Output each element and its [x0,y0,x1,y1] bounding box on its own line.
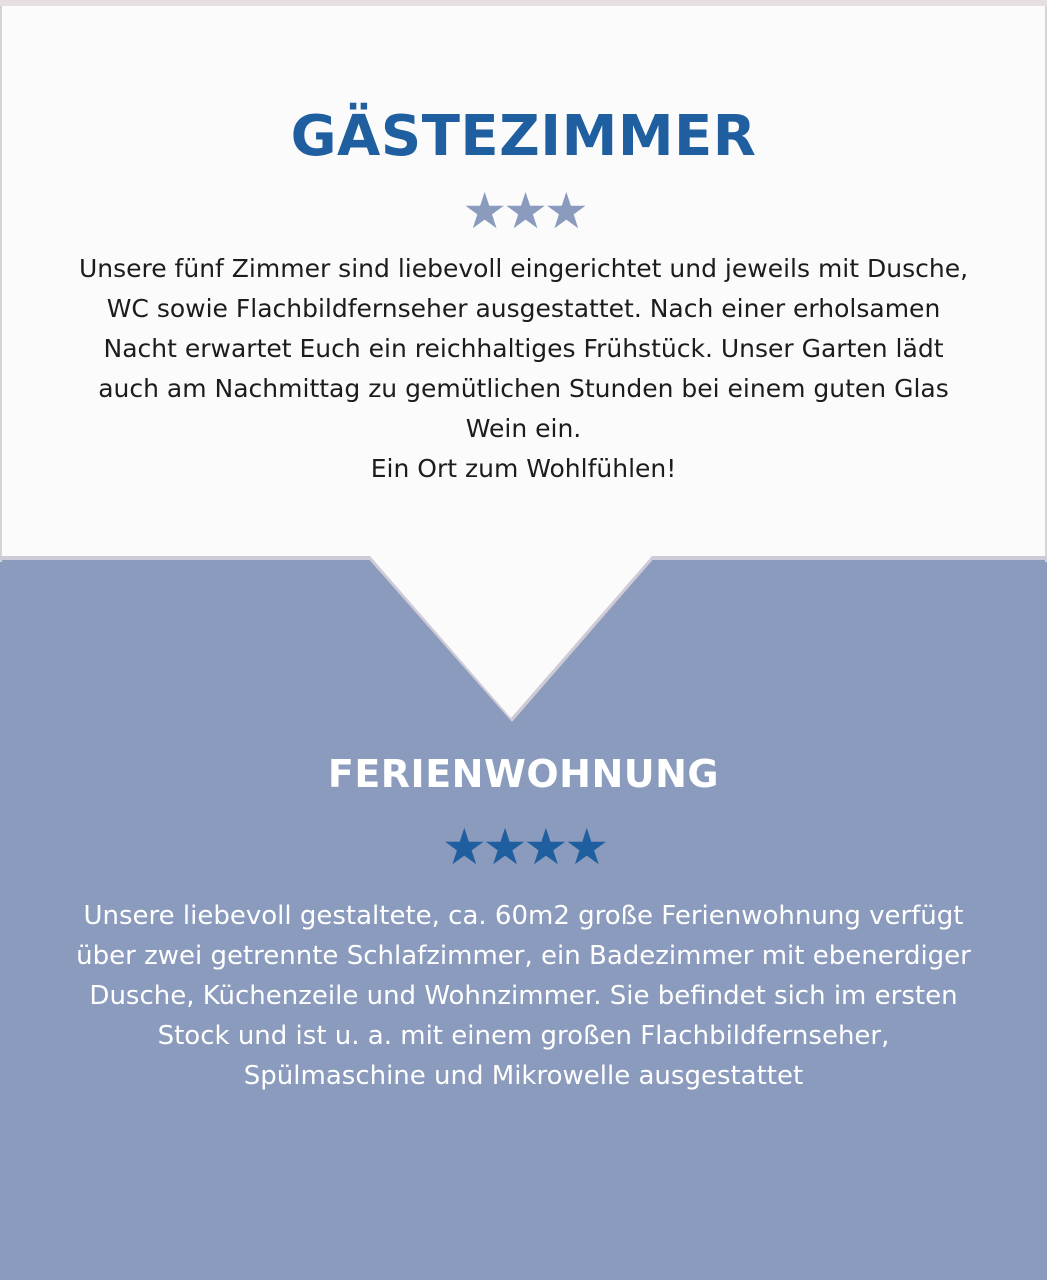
card-shadow [0,556,1047,560]
guest-rooms-description [36,249,1011,489]
guest-rooms-description-line: auch am Nachmittag zu gemütlichen Stunden bei einem guten Glas [98,374,949,403]
guest-rooms-description-line: Unsere fünf Zimmer sind liebevoll eingerichtet und jeweils mit Dusche, [78,254,969,283]
holiday-apartment-description-line: über zwei getrennte Schlafzimmer, ein Badezimmer mit ebenerdiger [76,941,971,971]
holiday-apartment-description [30,896,1017,1096]
holiday-apartment-rating-stars: ★★★★ [441,819,606,875]
holiday-apartment-description-line: Spülmaschine und Mikrowelle ausgestattet [243,1061,804,1091]
guest-rooms-rating-stars: ★★★ [462,183,585,239]
holiday-apartment-description-line: Dusche, Küchenzeile und Wohnzimmer. Sie befindet sich im ersten [89,981,958,1011]
card-pointer-shadow [366,556,656,722]
guest-rooms-description-line: WC sowie Flachbildfernseher ausgestattet. Nach einer erholsamen [106,294,941,323]
card-pointer-triangle [370,556,652,718]
holiday-apartment-title: FERIENWOHNUNG [327,752,720,796]
guest-rooms-description-line: Nacht erwartet Euch ein reichhaltiges Frühstück. Unser Garten lädt [103,334,944,363]
holiday-apartment-description-line: Unsere liebevoll gestaltete, ca. 60m2 große Ferienwohnung verfügt [83,901,964,931]
holiday-apartment-description-line: Stock und ist u. a. mit einem großen Flachbildfernseher, [157,1021,890,1051]
card-edge-left [0,6,2,562]
guest-rooms-description-line: Wein ein. [465,414,582,443]
guest-rooms-title: GÄSTEZIMMER [290,104,757,169]
guest-rooms-description-line: Ein Ort zum Wohlfühlen! [370,454,677,483]
